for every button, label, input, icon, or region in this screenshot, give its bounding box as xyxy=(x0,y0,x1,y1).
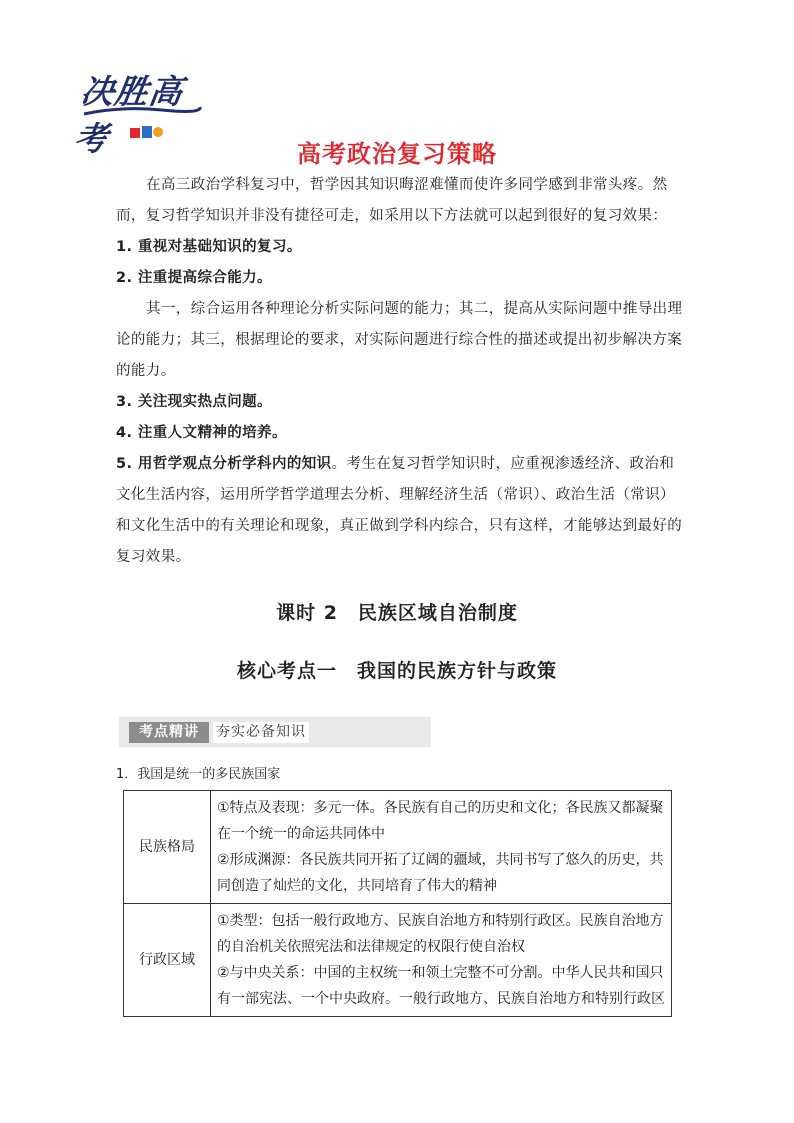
row-line: ①特点及表现：多元一体。各民族有自己的历史和文化；各民族又都凝聚在一个统一的命运共同体中 xyxy=(217,800,664,842)
row-line: ②形成渊源：各民族共同开拓了辽阔的疆域，共同书写了悠久的历史，共同创造了灿烂的文化，共同培育了伟大的精神 xyxy=(217,852,664,894)
point-5-head: 5. 用哲学观点分析学科内的知识 xyxy=(116,456,332,472)
point-2: 2. 注重提高综合能力。 xyxy=(116,270,272,286)
knowledge-table xyxy=(123,790,672,1017)
point-5 xyxy=(116,449,686,573)
point-3: 3. 关注现实热点问题。 xyxy=(116,394,272,410)
row-label: 行政区域 xyxy=(124,904,211,1017)
banner-label-left: 考点精讲 xyxy=(129,722,209,743)
row-label: 民族格局 xyxy=(124,791,211,904)
point-2-detail: 其一，综合运用各种理论分析实际问题的能力；其二，提高从实际问题中推导出理论的能力；其三，根据理论的要求，对实际问题进行综合性的描述或提出初步解决方案的能力。 xyxy=(116,301,683,379)
point-4: 4. 注重人文精神的培养。 xyxy=(116,425,287,441)
page-title: 高考政治复习策略 xyxy=(297,140,497,168)
row-line: ②与中央关系：中国的主权统一和领土完整不可分割。中华人民共和国只有一部宪法、一个中央政府。一般行政地方、民族自治地方和特别行政区 xyxy=(217,965,665,1007)
intro-paragraph: 在高三政治学科复习中，哲学因其知识晦涩难懂而使许多同学感到非常头疼。然而，复习哲学知识并非没有捷径可走，如采用以下方法就可以起到很好的复习效果： xyxy=(116,177,668,224)
table-row xyxy=(124,904,672,1017)
logo-text: 决胜高考 xyxy=(71,72,186,158)
core-title: 核心考点一 我国的民族方针与政策 xyxy=(236,660,557,682)
lesson-title: 课时 2 民族区域自治制度 xyxy=(276,602,518,624)
point-1: 1. 重视对基础知识的复习。 xyxy=(116,239,302,255)
point-5-body: 。考生在复习哲学知识时，应重视渗透经济、政治和文化生活内容，运用所学哲学道理去分析、理解经济生活（常识）、政治生活（常识）和文化生活中的有关理论和现象，真正做到学科内综合，只有这样，才能够达到最好的复习效果。 xyxy=(116,456,683,565)
logo-swoosh-icon xyxy=(82,104,202,118)
banner-label-right: 夯实必备知识 xyxy=(213,722,309,743)
row-line: ①类型：包括一般行政地方、民族自治地方和特别行政区。民族自治地方的自治机关依照宪法和法律规定的权限行使自治权 xyxy=(217,913,664,955)
table-row xyxy=(124,791,672,904)
row-content xyxy=(211,904,672,1017)
section-banner xyxy=(119,717,431,747)
section-intro: 1．我国是统一的多民族国家 xyxy=(116,767,281,782)
row-content xyxy=(211,791,672,904)
